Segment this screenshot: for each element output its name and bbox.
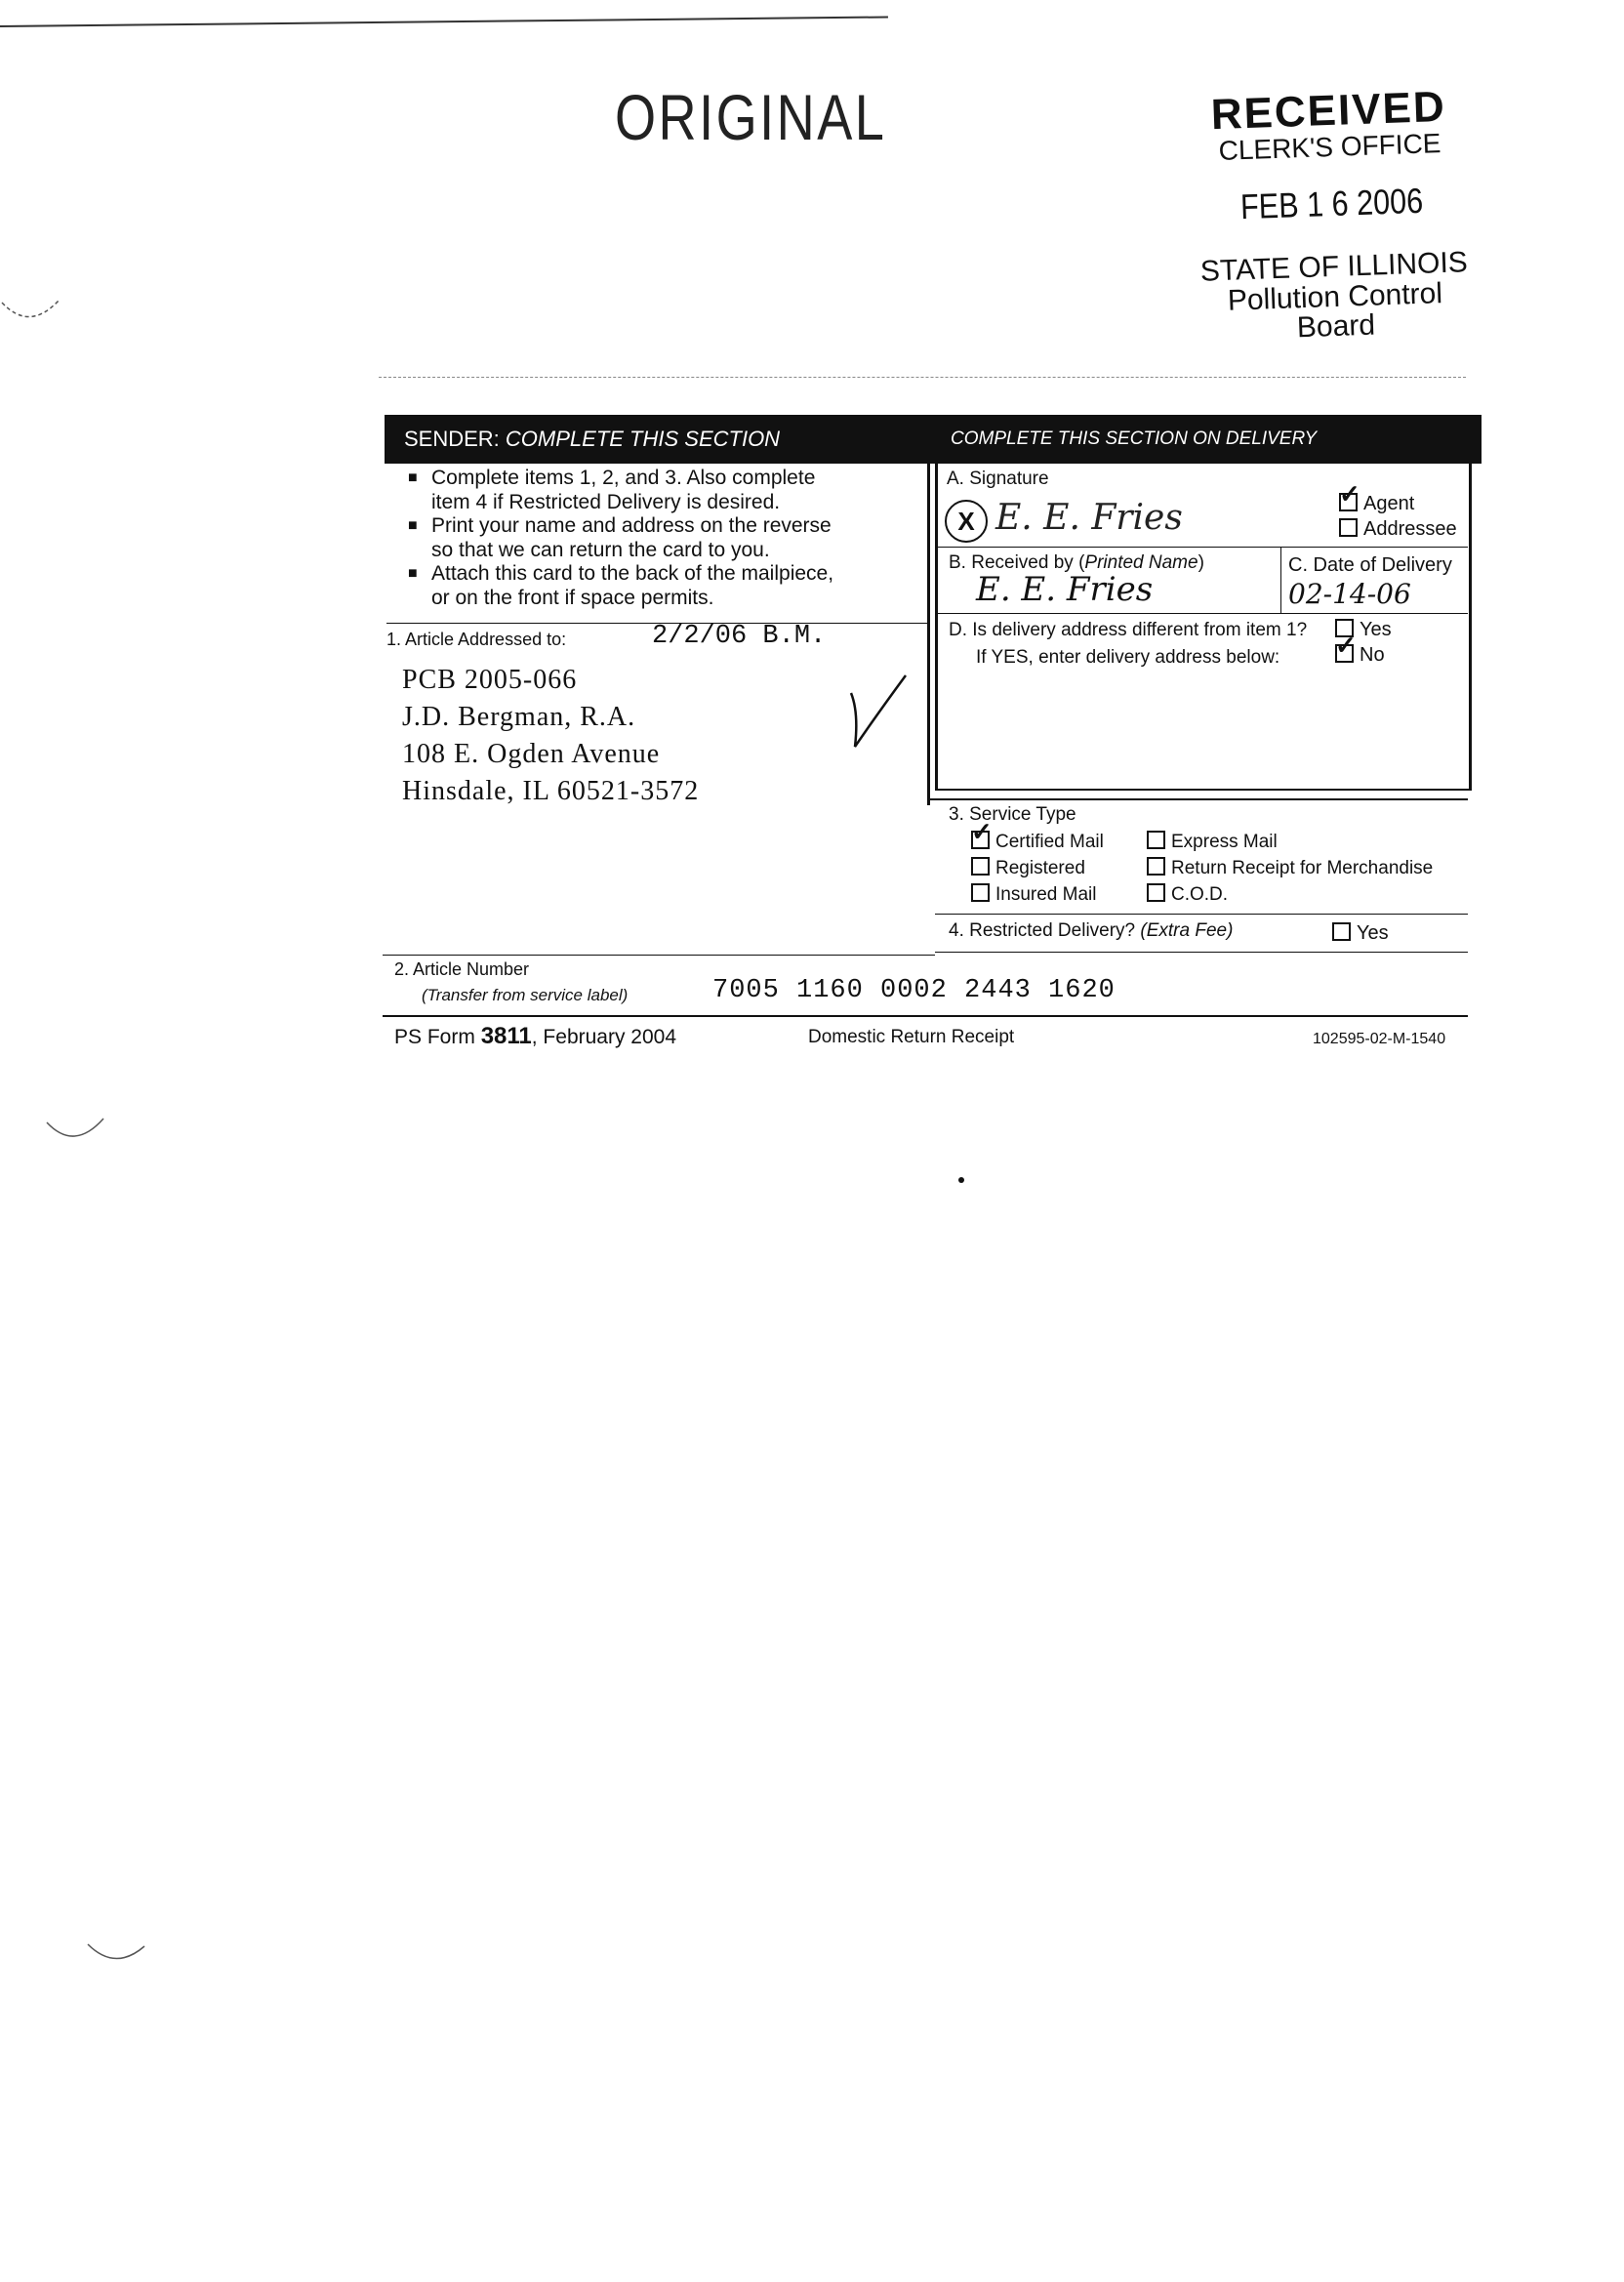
sender-header-italic: COMPLETE THIS SECTION xyxy=(505,427,781,451)
received-board: Pollution Control Board xyxy=(1227,277,1443,345)
instruction-item xyxy=(402,514,929,562)
scan-artifact-icon xyxy=(45,1113,113,1152)
recipient-address xyxy=(402,662,699,810)
article-addressed-label: 1. Article Addressed to: xyxy=(386,630,567,649)
restricted-divider xyxy=(935,952,1468,953)
sender-header-bold: SENDER: xyxy=(404,427,500,451)
article-top-divider xyxy=(383,955,935,956)
instruction-item xyxy=(402,467,929,514)
ps-form-prefix: PS Form xyxy=(394,1026,481,1048)
address-line: PCB 2005-066 xyxy=(402,665,578,695)
address-line: J.D. Bergman, R.A. xyxy=(402,702,636,732)
return-receipt-option[interactable] xyxy=(1147,856,1433,881)
received-stamp xyxy=(1182,82,1483,346)
delivery-header: COMPLETE THIS SECTION ON DELIVERY xyxy=(935,415,1482,464)
registered-option[interactable] xyxy=(971,856,1085,881)
instruction-text: Attach this card to the back of the mailpiece, xyxy=(431,562,834,585)
article-number-label: 2. Article Number xyxy=(394,959,530,979)
addressee-label: Addressee xyxy=(1363,518,1457,540)
instruction-text: so that we can return the card to you. xyxy=(431,538,770,561)
delivery-different-no[interactable] xyxy=(1335,642,1385,668)
delivery-address-question xyxy=(949,617,1307,672)
sender-instructions xyxy=(402,467,929,610)
cod-label: C.O.D. xyxy=(1171,884,1229,905)
cod-checkbox[interactable] xyxy=(1147,883,1165,902)
no-checkbox[interactable] xyxy=(1335,644,1354,663)
addressee-option[interactable] xyxy=(1339,516,1457,542)
restricted-yes-label: Yes xyxy=(1357,922,1389,944)
delivery-bottom-border xyxy=(935,789,1472,791)
certified-mail-option[interactable] xyxy=(971,830,1104,855)
top-scan-rule xyxy=(0,16,888,27)
received-by-text: B. Received by ( xyxy=(949,552,1085,573)
original-stamp: ORIGINAL xyxy=(615,81,887,153)
service-divider xyxy=(935,914,1468,915)
registered-label: Registered xyxy=(995,858,1085,878)
insured-mail-label: Insured Mail xyxy=(995,884,1097,905)
agent-label: Agent xyxy=(1363,493,1415,514)
return-receipt-checkbox[interactable] xyxy=(1147,857,1165,876)
date-divider xyxy=(1280,547,1281,613)
restricted-delivery-yes[interactable] xyxy=(1332,920,1389,946)
article-handwritten-date: 2/2/06 B.M. xyxy=(652,622,827,651)
date-of-delivery-handwritten: 02-14-06 xyxy=(1288,578,1411,610)
restricted-delivery-label xyxy=(949,920,1233,942)
certified-mail-checkbox[interactable] xyxy=(971,831,990,849)
domestic-return-receipt-label: Domestic Return Receipt xyxy=(808,1027,1015,1047)
agent-checkbox[interactable] xyxy=(1339,493,1358,511)
scan-artifact-icon xyxy=(86,1938,154,1977)
insured-mail-checkbox[interactable] xyxy=(971,883,990,902)
received-divider xyxy=(935,613,1468,614)
received-title: RECEIVED xyxy=(1209,82,1447,140)
handwritten-check-icon xyxy=(849,673,908,752)
registered-checkbox[interactable] xyxy=(971,857,990,876)
instruction-text: or on the front if space permits. xyxy=(431,586,714,609)
no-label: No xyxy=(1360,644,1385,666)
instruction-text: Complete items 1, 2, and 3. Also complete xyxy=(431,467,816,489)
agent-option[interactable] xyxy=(1339,491,1414,516)
service-type-label: 3. Service Type xyxy=(949,804,1076,825)
article-number-value: 7005 1160 0002 2443 1620 xyxy=(712,976,1116,1005)
certified-mail-label: Certified Mail xyxy=(995,832,1104,852)
signature-label: A. Signature xyxy=(947,469,1049,489)
restricted-yes-checkbox[interactable] xyxy=(1332,922,1351,941)
signature-divider xyxy=(935,547,1468,548)
yes-label: Yes xyxy=(1360,619,1392,640)
clerk-office: CLERK'S OFFICE xyxy=(1218,128,1441,167)
insured-mail-option[interactable] xyxy=(971,882,1097,908)
return-receipt-label: Return Receipt for Merchandise xyxy=(1171,858,1434,878)
signature-x-mark: X xyxy=(945,500,988,543)
ps-form-label xyxy=(394,1023,676,1050)
instruction-item xyxy=(402,562,929,610)
cod-option[interactable] xyxy=(1147,882,1228,908)
form-code: 102595-02-M-1540 xyxy=(1313,1031,1446,1047)
received-date: FEB 1 6 2006 xyxy=(1239,180,1424,227)
delivery-left-border xyxy=(935,464,938,790)
article-bottom-divider xyxy=(383,1015,1468,1017)
received-by-handwritten: E. E. Fries xyxy=(976,570,1154,609)
scan-dot xyxy=(958,1177,964,1183)
date-of-delivery-label: C. Date of Delivery xyxy=(1288,554,1452,576)
instruction-text: Print your name and address on the reverse xyxy=(431,514,832,537)
delivery-if-yes-text: If YES, enter delivery address below: xyxy=(976,647,1280,668)
article-number-sub: (Transfer from service label) xyxy=(422,986,629,1004)
extra-fee-text: (Extra Fee) xyxy=(1140,920,1234,941)
received-state: STATE OF ILLINOIS xyxy=(1199,246,1469,288)
ps-form-number: 3811 xyxy=(480,1023,532,1049)
printed-name-text: Printed Name xyxy=(1084,552,1198,573)
delivery-right-border xyxy=(1469,464,1472,790)
address-line: Hinsdale, IL 60521-3572 xyxy=(402,776,700,806)
ps-form-suffix: , February 2004 xyxy=(531,1026,677,1048)
express-mail-option[interactable] xyxy=(1147,830,1278,855)
address-line: 108 E. Ogden Avenue xyxy=(402,739,661,769)
restricted-delivery-text: 4. Restricted Delivery? xyxy=(949,920,1136,941)
signature-handwritten: E. E. Fries xyxy=(995,498,1183,538)
express-mail-label: Express Mail xyxy=(1171,832,1278,852)
addressee-checkbox[interactable] xyxy=(1339,518,1358,537)
instruction-text: item 4 if Restricted Delivery is desired. xyxy=(431,490,781,513)
express-mail-checkbox[interactable] xyxy=(1147,831,1165,849)
delivery-question-text: D. Is delivery address different from item 1? xyxy=(949,620,1308,640)
service-top-border xyxy=(927,798,1468,800)
scan-artifact-icon xyxy=(0,293,68,332)
received-by-close: ) xyxy=(1198,552,1204,573)
sender-header xyxy=(385,415,947,464)
